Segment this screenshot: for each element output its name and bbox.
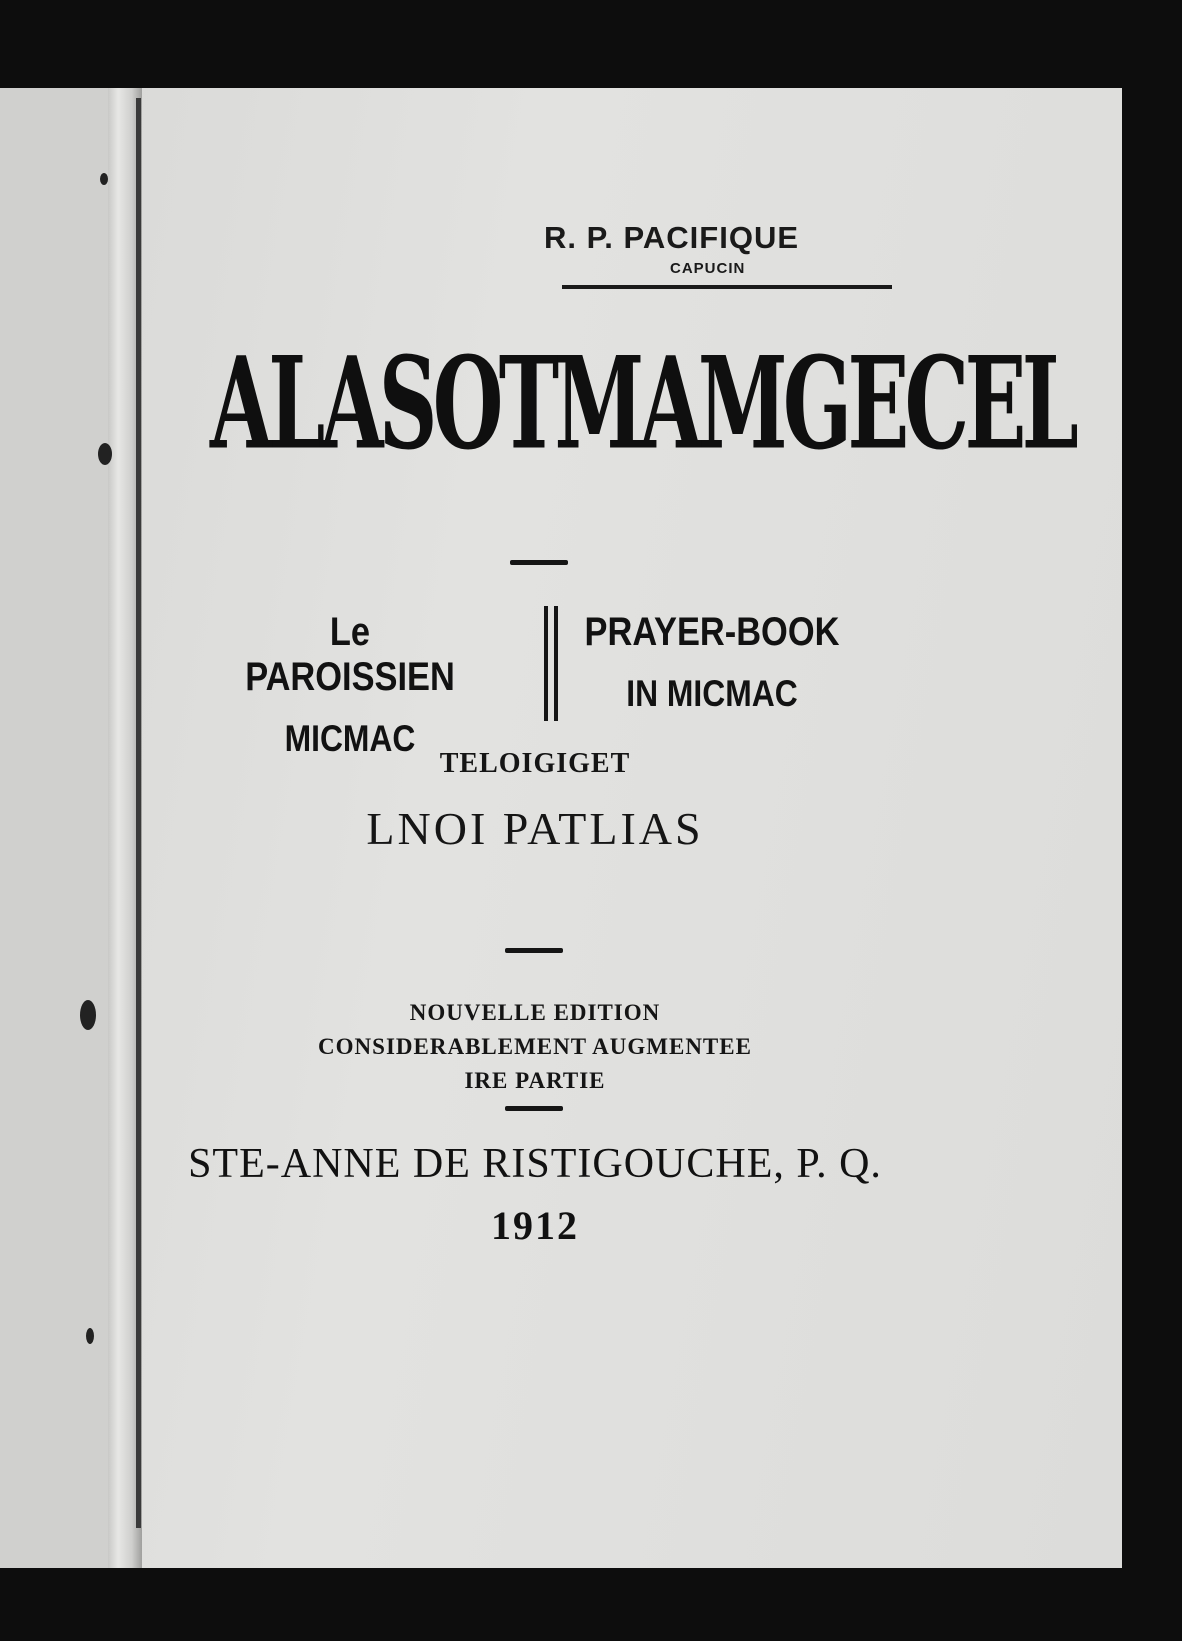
speck: [80, 1000, 96, 1030]
divider-dash: [505, 1106, 563, 1111]
subtitle: TELOIGIGET: [439, 748, 631, 779]
divider-dash: [510, 560, 568, 565]
french-title: [200, 610, 500, 760]
english-title: [562, 610, 862, 715]
column-divider-left: [544, 606, 548, 721]
facing-page-edge: [0, 88, 108, 1568]
publication-place: STE-ANNE DE RISTIGOUCHE, P. Q.: [188, 1141, 882, 1187]
french-title-line2: MICMAC: [284, 718, 416, 759]
author-order: CAPUCIN: [670, 260, 746, 277]
column-divider-right: [554, 606, 558, 721]
speck: [86, 1328, 94, 1344]
divider-dash: [505, 948, 563, 953]
book-title: ALASOTMAMGECEL: [210, 328, 1075, 479]
english-title-line1: PRAYER-BOOK: [584, 610, 840, 654]
edition-line2: CONSIDERABLEMENT AUGMENTEE: [318, 1034, 752, 1059]
english-title-line2: IN MICMAC: [626, 673, 798, 714]
edition-line1: NOUVELLE EDITION: [409, 1000, 661, 1025]
scanned-page: [0, 88, 1122, 1568]
edition-line3: IRE PARTIE: [464, 1068, 606, 1093]
binding-line: [136, 98, 141, 1528]
speck: [100, 173, 108, 185]
author-underline: [562, 285, 892, 289]
subtitle-secondary: LNOI PATLIAS: [366, 803, 704, 854]
speck: [98, 443, 112, 465]
publication-year: 1912: [491, 1203, 579, 1248]
french-title-line1: Le PAROISSIEN: [245, 610, 455, 699]
title-page-content: [150, 88, 1110, 1568]
author-name: R. P. PACIFIQUE: [544, 220, 800, 255]
